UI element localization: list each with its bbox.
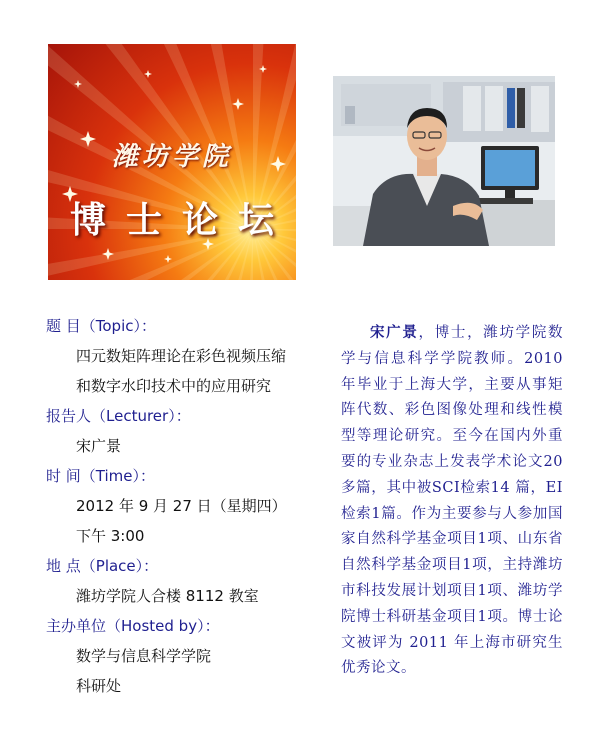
- sparkle-icon: [232, 98, 244, 110]
- host-2: 科研处: [76, 677, 122, 695]
- sparkle-icon: [164, 255, 172, 263]
- lecturer-name: 宋广景: [76, 437, 122, 455]
- speaker-bio: [341, 320, 563, 682]
- topic-line-1: 四元数矩阵理论在彩色视频压缩: [76, 347, 287, 365]
- banner-school-name: 潍坊学院: [111, 142, 232, 172]
- event-place: 潍坊学院人合楼 8112 教室: [76, 587, 259, 605]
- bio-text: ，博士，潍坊学院数学与信息科学学院教师。2010 年毕业于上海大学，主要从事矩阵代数、彩色图像处理和线性模型等理论研究。至今在国内外重要的专业杂志上发表学术论文20多篇，其中被SCI检索14 篇，EI检索1篇。作为主要参与人参加国家自然科学基金项目1项、山东省自然科学基金项目1项，主持潍坊市科技发展计划项目1项、潍坊学院博士科研基金项目1项。博士论文被评为 2011 年上海市研究生优秀论文。: [341, 325, 564, 677]
- event-info: [46, 316, 336, 706]
- forum-banner: [48, 44, 296, 280]
- host-1: 数学与信息科学学院: [76, 647, 212, 665]
- banner-forum-title: 博士论坛: [69, 199, 294, 241]
- host-label: 主办单位（Hosted by）：: [46, 617, 220, 635]
- topic-line-2: 和数字水印技术中的应用研究: [76, 377, 272, 395]
- bio-name: 宋广景: [370, 324, 419, 341]
- time-label: 时 间（Time）：: [46, 467, 155, 485]
- event-date: 2012 年 9 月 27 日（星期四）: [76, 497, 287, 515]
- topic-label: 题 目（Topic）：: [46, 317, 156, 335]
- lecturer-label: 报告人（Lecturer）：: [46, 407, 191, 425]
- event-hour: 下午 3:00: [76, 527, 145, 545]
- speaker-photo: [333, 76, 555, 246]
- sparkle-icon: [144, 70, 152, 78]
- place-label: 地 点（Place）：: [46, 557, 159, 575]
